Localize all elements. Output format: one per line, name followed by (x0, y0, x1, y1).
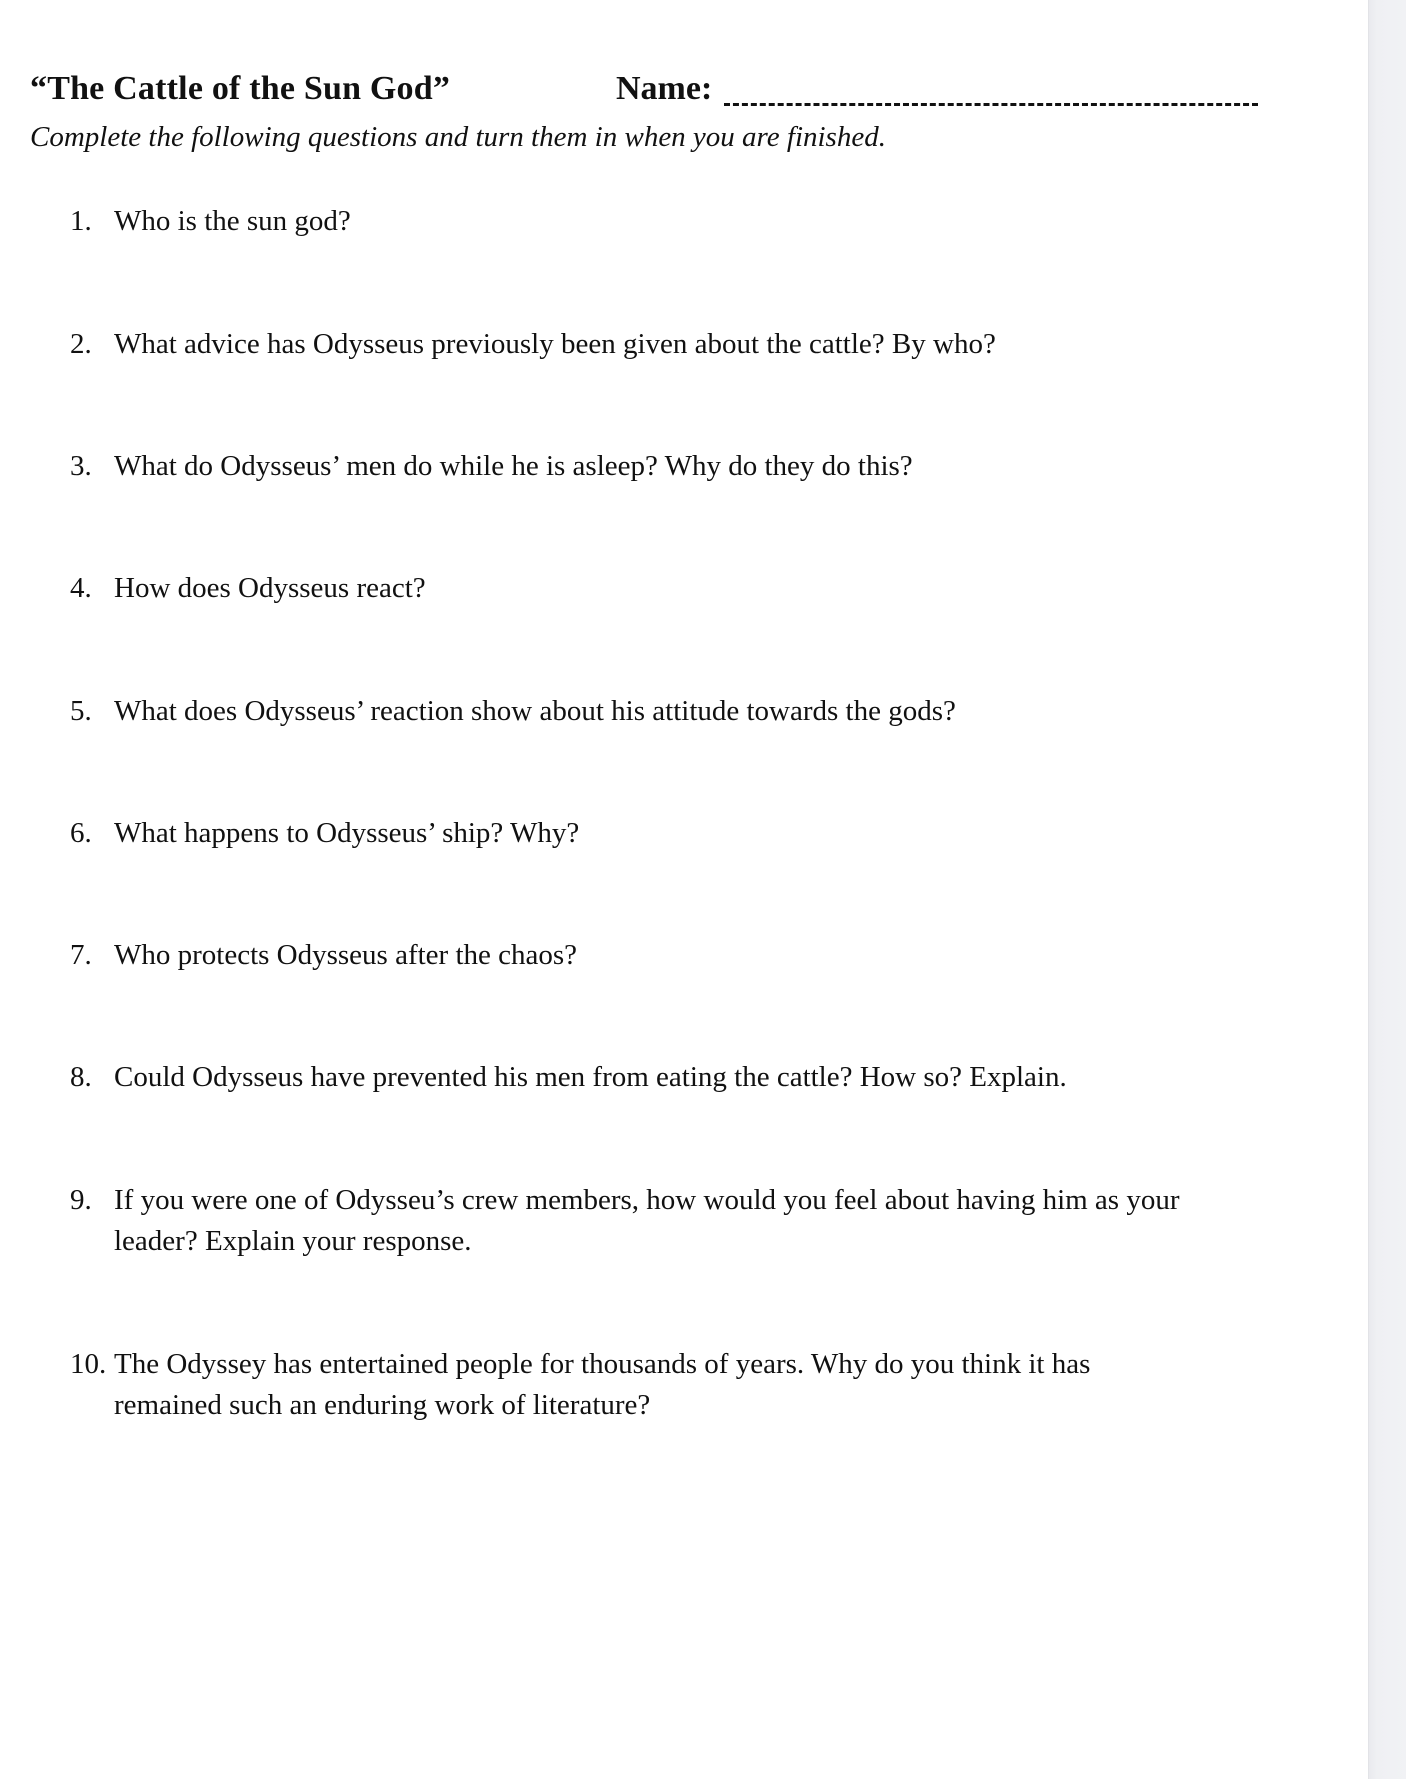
question-number: 6. (70, 817, 92, 849)
question-number: 5. (70, 695, 92, 727)
name-blank-line[interactable] (724, 103, 1258, 106)
question-number: 1. (70, 205, 92, 237)
question-text: Who is the sun god? (114, 205, 351, 237)
question-number: 4. (70, 572, 92, 604)
scrollbar-track[interactable] (1368, 0, 1406, 1779)
question-number: 10. (70, 1348, 107, 1380)
question-text: What advice has Odysseus previously been given about the cattle? By who? (114, 328, 996, 360)
worksheet-title: “The Cattle of the Sun God” (30, 70, 451, 107)
question-number: 8. (70, 1061, 92, 1093)
question-text: What do Odysseus’ men do while he is asleep? Why do they do this? (114, 450, 913, 482)
question-text: What happens to Odysseus’ ship? Why? (114, 817, 580, 849)
question-text: What does Odysseus’ reaction show about his attitude towards the gods? (114, 695, 956, 727)
question-text: Could Odysseus have prevented his men from eating the cattle? How so? Explain. (114, 1061, 1067, 1093)
instructions: Complete the following questions and turn them in when you are finished. (30, 121, 886, 153)
question-text-line: If you were one of Odysseu’s crew members, how would you feel about having him as your (114, 1184, 1180, 1216)
question-text-line: leader? Explain your response. (114, 1225, 472, 1257)
question-number: 3. (70, 450, 92, 482)
question-text (114, 1344, 1354, 1426)
question-text: How does Odysseus react? (114, 572, 426, 604)
name-label: Name: (616, 70, 713, 107)
question-number: 7. (70, 939, 92, 971)
question-text-line: The Odyssey has entertained people for thousands of years. Why do you think it has (114, 1348, 1091, 1380)
question-text: Who protects Odysseus after the chaos? (114, 939, 578, 971)
question-number: 2. (70, 328, 92, 360)
question-number: 9. (70, 1184, 92, 1216)
question-text (114, 1180, 1354, 1262)
question-text-line: remained such an enduring work of literature? (114, 1389, 651, 1421)
